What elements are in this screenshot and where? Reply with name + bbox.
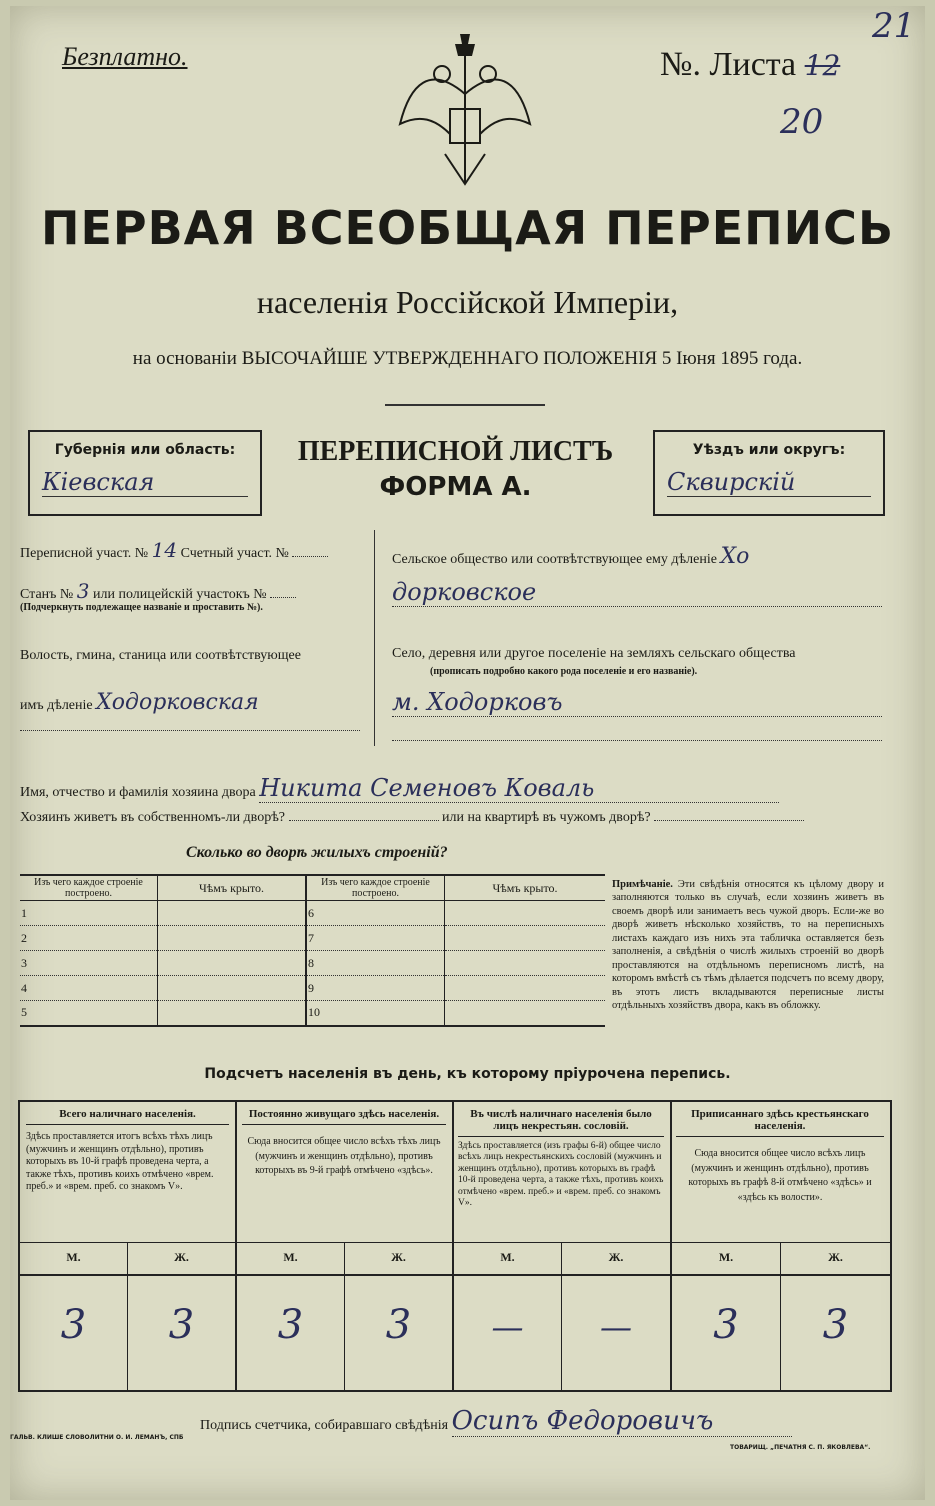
underline-note: (Подчеркнуть подлежащее названіе и проставить №). xyxy=(20,602,263,613)
count-col-2-head: Постоянно живущаго здѣсь населенія. xyxy=(242,1108,446,1125)
volost-label-2: имъ дѣленіе xyxy=(20,698,93,713)
location-divider xyxy=(374,530,375,746)
village-value: м. Ходорковъ xyxy=(392,688,882,717)
society-label: Сельское общество или соотвѣтствующее ему дѣленіе xyxy=(392,552,717,567)
society-line xyxy=(392,544,749,569)
count-col-4 xyxy=(676,1108,884,1205)
count-col-3 xyxy=(458,1108,664,1209)
uezd-value: Сквирскій xyxy=(667,468,871,497)
owner-line xyxy=(20,774,779,803)
lives-label: Хозяинъ живетъ въ собственномъ-ли дворѣ? xyxy=(20,810,286,825)
volost-extra-line xyxy=(20,730,360,731)
legal-basis: на основаніи ВЫСОЧАЙШЕ УТВЕРЖДЕННАГО ПОЛОЖЕНІЯ 5 Іюня 1895 года. xyxy=(132,348,803,369)
village-extra-line xyxy=(392,740,882,741)
row-num: 7 xyxy=(306,926,445,951)
f-header-2: Ж. xyxy=(391,1250,406,1264)
permanent-f-value: 3 xyxy=(385,1302,412,1348)
census-title: ПЕРВАЯ ВСЕОБЩАЯ ПЕРЕПИСЬ xyxy=(40,201,895,255)
row-num: 8 xyxy=(306,951,445,976)
double-headed-eagle-emblem xyxy=(390,34,540,199)
uezd-label: Уѣздъ или округъ: xyxy=(692,442,846,458)
buildings-question: Сколько во дворѣ жилыхъ строеній? xyxy=(186,844,448,861)
m-header-2: М. xyxy=(283,1250,298,1264)
form-title-line2: ФОРМА А. xyxy=(379,472,532,502)
rent-label: или на квартирѣ въ чужомъ дворѣ? xyxy=(442,810,651,825)
sheet-number xyxy=(660,46,840,84)
gubernia-label: Губернія или область: xyxy=(54,442,236,458)
sheet-number-label: №. Листа xyxy=(660,46,797,83)
count-col-3-head: Въ числѣ наличнаго населенія было лицъ некрестьян. сословій. xyxy=(458,1108,664,1137)
count-col-2-desc: Сюда вносится общее число всѣхъ тѣхъ лицъ (мужчинъ и женщинъ отдѣльно), противъ которыхъ въ 9-й графѣ отмѣчено «здѣсь». xyxy=(247,1136,441,1176)
count-col-1 xyxy=(26,1108,229,1194)
sheet-number-handwritten: 20 xyxy=(780,102,824,142)
free-label: Безплатно. xyxy=(62,42,188,71)
row-num: 6 xyxy=(306,901,445,926)
society-value-2: дорковское xyxy=(392,578,882,607)
count-col-1-desc: Здѣсь проставляется итогъ всѣхъ тѣхъ лицъ (мужчинъ и женщинъ отдѣльно), противъ которыхъ въ 10-й графѣ проведена черта, а также тѣхъ, противъ коихъ отмѣчено «врем. преб.» и «врем. преб. со знакомъ V». xyxy=(26,1131,214,1192)
noncrest-m-value: — xyxy=(491,1308,524,1346)
signature-line xyxy=(200,1406,792,1437)
corner-number: 21 xyxy=(872,6,916,46)
residence-line xyxy=(20,810,804,826)
f-header-3: Ж. xyxy=(608,1250,624,1264)
f-header-1: Ж. xyxy=(174,1250,189,1264)
f-header-4: Ж. xyxy=(828,1250,843,1264)
census-sheet xyxy=(10,6,925,1500)
society-value-1: Хо xyxy=(720,544,750,569)
village-note: (прописать подробно какого рода поселеніе и его названіе). xyxy=(430,666,698,677)
peasant-f-value: 3 xyxy=(822,1302,849,1348)
count-col-4-head: Приписаннаго здѣсь крестьянскаго населенія. xyxy=(676,1108,884,1137)
count-col-4-desc: Сюда вносится общее число всѣхъ лицъ (мужчинъ и женщинъ отдѣльно), противъ которыхъ въ графѣ 8-й отмѣчено «здѣсь» и «здѣсь къ волости». xyxy=(688,1148,872,1203)
note-label: Примѣчаніе. xyxy=(612,879,673,890)
col-material-right: Изъ чего каждое строеніе построено. xyxy=(306,875,445,901)
census-subtitle: населенія Россійской Имперіи, xyxy=(256,284,679,320)
gubernia-box xyxy=(28,430,262,516)
count-table xyxy=(18,1100,892,1392)
row-num: 4 xyxy=(20,976,158,1001)
ornament-divider xyxy=(385,404,545,408)
stan-value: 3 xyxy=(76,579,90,603)
printer-right: ТОВАРИЩ. „ПЕЧАТНЯ С. П. ЯКОВЛЕВА“. xyxy=(730,1444,871,1451)
stan-label: Станъ № xyxy=(20,587,74,602)
schetny-label: Счетный участ. № xyxy=(180,546,289,561)
permanent-m-value: 3 xyxy=(277,1302,304,1348)
m-header-1: М. xyxy=(66,1250,81,1264)
m-header-3: М. xyxy=(500,1250,515,1264)
printer-left: ГАЛЬВ. КЛИШЕ СЛОВОЛИТНИ О. И. ЛЕМАНЪ, СПБ xyxy=(10,1434,184,1441)
village-label: Село, деревня или другое поселеніе на земляхъ сельскаго общества xyxy=(392,646,796,661)
police-label: или полицейскій участокъ № xyxy=(92,587,267,602)
buildings-table xyxy=(20,874,605,1027)
volost-label: Волость, гмина, станица или соотвѣтствующее xyxy=(20,648,301,663)
form-title xyxy=(258,430,653,502)
count-col-3-desc: Здѣсь проставляется (изъ графы 6-й) общее число всѣхъ лицъ некрестьянскихъ сословій (мужчинъ и женщинъ отдѣльно), противъ которыхъ въ графѣ 10-й проведена черта, а также тѣхъ, противъ коихъ отмѣчено «врем. преб.» и «врем. преб. со знакомъ V». xyxy=(458,1141,664,1208)
col-material-left: Изъ чего каждое строеніе построено. xyxy=(20,875,158,901)
col-roof-left: Чѣмъ крыто. xyxy=(158,875,307,901)
volost-value: Ходорковская xyxy=(96,690,259,715)
count-col-1-head: Всего наличнаго населенія. xyxy=(26,1108,229,1125)
col-roof-right: Чѣмъ крыто. xyxy=(492,880,558,895)
sheet-number-struck: 12 xyxy=(804,49,841,82)
form-title-line1: ПЕРЕПИСНОЙ ЛИСТЪ xyxy=(297,436,614,467)
owner-value: Никита Семеновъ Коваль xyxy=(259,774,779,803)
count-title: Подсчетъ населенія въ день, къ которому пріурочена перепись. xyxy=(204,1066,731,1082)
note-text: Эти свѣдѣнія относятся къ цѣлому двору и заполняются только въ случаѣ, если хозяинъ живетъ въ своемъ дворѣ или занимаетъ весь чужой дворъ. Если-же во дворѣ живетъ нѣсколько хозяйствъ, то на переписныхъ листахъ каждаго изъ нихъ эта табличка оставляется безъ заполненія, а свѣдѣнія о числѣ жилыхъ строеній во дворѣ проставляются на отдѣльномъ переписномъ листѣ, на которомъ вмѣстѣ съ тѣмъ дѣлается подсчетъ по всему двору, въ этотъ листъ вкладываются переписные листы отдѣльныхъ хозяйствъ двора, какъ въ обложку. xyxy=(612,879,885,1011)
signature-value: Осипъ Федоровичъ xyxy=(452,1406,792,1437)
total-f-value: 3 xyxy=(168,1302,195,1348)
total-m-value: 3 xyxy=(60,1302,87,1348)
count-col-2 xyxy=(242,1108,446,1179)
noncrest-f-value: — xyxy=(600,1308,632,1346)
volost-line xyxy=(20,690,259,715)
signature-label: Подпись счетчика, собиравшаго свѣдѣнія xyxy=(200,1418,449,1433)
stan-line xyxy=(20,579,296,603)
uezd-box xyxy=(653,430,885,516)
perepisnoy-value: 14 xyxy=(151,538,178,562)
row-num: 2 xyxy=(20,926,158,951)
district-line xyxy=(20,538,328,562)
row-num: 1 xyxy=(20,901,158,926)
row-num: 10 xyxy=(306,1001,445,1026)
row-num: 9 xyxy=(306,976,445,1001)
row-num: 5 xyxy=(20,1001,158,1026)
gubernia-value: Кіевская xyxy=(42,468,248,497)
m-header-4: М. xyxy=(718,1250,734,1264)
row-num: 3 xyxy=(20,951,158,976)
peasant-m-value: 3 xyxy=(713,1302,739,1348)
note-block xyxy=(612,878,884,1012)
owner-label: Имя, отчество и фамилія хозяина двора xyxy=(20,785,256,800)
perepisnoy-label: Переписной участ. № xyxy=(20,546,149,561)
